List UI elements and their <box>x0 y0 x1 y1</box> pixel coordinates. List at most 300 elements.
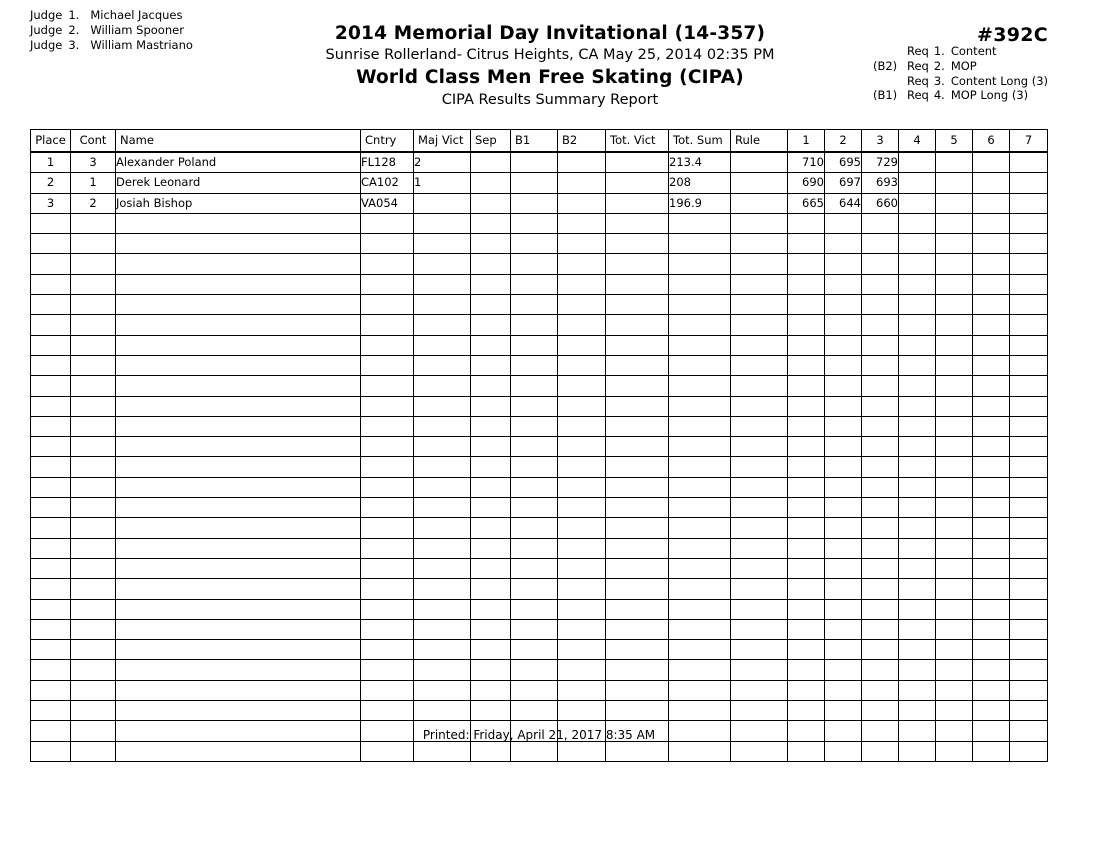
cell-j2: 695 <box>825 152 862 173</box>
cell-j1 <box>788 295 825 315</box>
cell-sep <box>471 619 511 639</box>
cell-j2 <box>825 498 862 518</box>
cell-rule <box>731 295 788 315</box>
cell-j6 <box>973 498 1010 518</box>
cell-maj_vict <box>414 355 471 375</box>
table-row <box>31 295 1048 315</box>
cell-tot_sum: 196.9 <box>669 193 731 213</box>
cell-j3 <box>862 741 899 761</box>
cell-maj_vict <box>414 660 471 680</box>
cell-name <box>116 234 361 254</box>
requirement-text: Content <box>950 44 997 58</box>
cell-b2 <box>558 213 606 233</box>
table-row <box>31 558 1048 578</box>
cell-tot_sum <box>669 477 731 497</box>
cell-name <box>116 355 361 375</box>
cell-cont <box>71 376 116 396</box>
cell-tot_vict <box>606 213 669 233</box>
cell-tot_vict <box>606 396 669 416</box>
cell-maj_vict <box>414 741 471 761</box>
cell-j2 <box>825 335 862 355</box>
table-row <box>31 660 1048 680</box>
requirement-index: 1. <box>933 44 945 58</box>
cell-j6 <box>973 538 1010 558</box>
requirement-text: MOP <box>950 58 977 73</box>
cell-tot_sum <box>669 254 731 274</box>
cell-cont <box>71 274 116 294</box>
cell-j4 <box>899 437 936 457</box>
cell-cont <box>71 579 116 599</box>
cell-place <box>31 295 71 315</box>
cell-tot_vict <box>606 640 669 660</box>
cell-cntry <box>361 335 414 355</box>
table-row <box>31 396 1048 416</box>
cell-j4 <box>899 457 936 477</box>
cell-maj_vict <box>414 558 471 578</box>
cell-cntry <box>361 660 414 680</box>
cell-j2 <box>825 518 862 538</box>
cell-tot_vict <box>606 701 669 721</box>
cell-sep <box>471 315 511 335</box>
cell-j7 <box>1010 234 1048 254</box>
cell-j7 <box>1010 741 1048 761</box>
cell-rule <box>731 498 788 518</box>
cell-j1 <box>788 213 825 233</box>
cell-j6 <box>973 376 1010 396</box>
cell-b2 <box>558 335 606 355</box>
cell-cntry <box>361 457 414 477</box>
cell-place <box>31 518 71 538</box>
cell-rule <box>731 335 788 355</box>
cell-tot_vict <box>606 355 669 375</box>
cell-j7 <box>1010 295 1048 315</box>
cell-j2 <box>825 274 862 294</box>
column-header-j5: 5 <box>936 130 973 153</box>
cell-j4 <box>899 416 936 436</box>
cell-place <box>31 254 71 274</box>
cell-name <box>116 477 361 497</box>
cell-j3 <box>862 355 899 375</box>
table-row <box>31 193 1048 213</box>
cell-rule <box>731 558 788 578</box>
cell-b2 <box>558 173 606 193</box>
cell-place <box>31 579 71 599</box>
cell-cntry <box>361 355 414 375</box>
cell-rule <box>731 640 788 660</box>
cell-name <box>116 701 361 721</box>
cell-cont <box>71 701 116 721</box>
cell-b1 <box>511 335 558 355</box>
cell-j2 <box>825 477 862 497</box>
cell-place: 1 <box>31 152 71 173</box>
cell-j4 <box>899 660 936 680</box>
cell-j3 <box>862 518 899 538</box>
cell-maj_vict <box>414 498 471 518</box>
cell-b2 <box>558 396 606 416</box>
cell-tot_sum <box>669 640 731 660</box>
cell-name <box>116 335 361 355</box>
cell-rule <box>731 213 788 233</box>
judge-index: 2. <box>68 23 80 38</box>
cell-name <box>116 680 361 700</box>
cell-rule <box>731 193 788 213</box>
cell-name <box>116 254 361 274</box>
cell-rule <box>731 396 788 416</box>
cell-cntry <box>361 396 414 416</box>
cell-j6 <box>973 193 1010 213</box>
cell-maj_vict <box>414 538 471 558</box>
judge-name: Michael Jacques <box>90 8 183 22</box>
cell-cont <box>71 457 116 477</box>
cell-j1 <box>788 254 825 274</box>
column-header-cntry: Cntry <box>361 130 414 153</box>
cell-cntry: CA102 <box>361 173 414 193</box>
cell-cntry <box>361 213 414 233</box>
cell-tot_sum <box>669 579 731 599</box>
cell-sep <box>471 660 511 680</box>
cell-j2 <box>825 213 862 233</box>
cell-j1 <box>788 416 825 436</box>
cell-j1 <box>788 640 825 660</box>
cell-maj_vict <box>414 416 471 436</box>
cell-j4 <box>899 335 936 355</box>
cell-sep <box>471 457 511 477</box>
cell-cntry <box>361 619 414 639</box>
cell-place <box>31 599 71 619</box>
cell-b1 <box>511 173 558 193</box>
table-row <box>31 701 1048 721</box>
cell-b2 <box>558 437 606 457</box>
printed-timestamp: Printed: Friday, April 21, 2017 8:35 AM <box>422 728 656 742</box>
cell-j1 <box>788 315 825 335</box>
cell-j4 <box>899 315 936 335</box>
cell-j2 <box>825 538 862 558</box>
cell-j4 <box>899 640 936 660</box>
cell-j3 <box>862 498 899 518</box>
cell-j7 <box>1010 274 1048 294</box>
cell-j3 <box>862 660 899 680</box>
column-header-tot_vict: Tot. Vict <box>606 130 669 153</box>
cell-name <box>116 741 361 761</box>
cell-j6 <box>973 234 1010 254</box>
competition-title: 2014 Memorial Day Invitational (14-357) <box>334 23 766 44</box>
cell-tot_vict <box>606 437 669 457</box>
cell-j5 <box>936 152 973 173</box>
cell-j5 <box>936 538 973 558</box>
cell-tot_sum <box>669 518 731 538</box>
cell-rule <box>731 437 788 457</box>
cell-tot_vict <box>606 619 669 639</box>
cell-j3 <box>862 234 899 254</box>
cell-b2 <box>558 477 606 497</box>
cell-tot_sum <box>669 599 731 619</box>
cell-tot_vict <box>606 295 669 315</box>
cell-name: Derek Leonard <box>116 173 361 193</box>
cell-place <box>31 660 71 680</box>
cell-sep <box>471 396 511 416</box>
cell-j6 <box>973 599 1010 619</box>
cell-b2 <box>558 498 606 518</box>
cell-cont <box>71 558 116 578</box>
cell-b1 <box>511 274 558 294</box>
cell-maj_vict <box>414 599 471 619</box>
cell-j4 <box>899 558 936 578</box>
entry-number: #392C <box>976 24 1048 46</box>
cell-tot_sum <box>669 416 731 436</box>
cell-j1 <box>788 579 825 599</box>
cell-j6 <box>973 173 1010 193</box>
cell-j5 <box>936 640 973 660</box>
table-row <box>31 457 1048 477</box>
cell-place: 2 <box>31 173 71 193</box>
cell-name: Josiah Bishop <box>116 193 361 213</box>
cell-j2 <box>825 234 862 254</box>
cell-sep <box>471 254 511 274</box>
cell-j2 <box>825 558 862 578</box>
cell-sep <box>471 376 511 396</box>
cell-j3 <box>862 579 899 599</box>
venue-and-datetime: Sunrise Rollerland- Citrus Heights, CA May 25, 2014 02:35 PM <box>325 47 775 63</box>
cell-b1 <box>511 477 558 497</box>
cell-j4 <box>899 396 936 416</box>
cell-b1 <box>511 498 558 518</box>
cell-j4 <box>899 274 936 294</box>
cell-cont <box>71 619 116 639</box>
cell-tot_sum <box>669 437 731 457</box>
cell-cntry <box>361 376 414 396</box>
cell-b1 <box>511 660 558 680</box>
cell-j7 <box>1010 173 1048 193</box>
cell-maj_vict <box>414 579 471 599</box>
cell-j6 <box>973 457 1010 477</box>
cell-place <box>31 416 71 436</box>
cell-j7 <box>1010 680 1048 700</box>
requirement-row <box>873 44 1048 59</box>
cell-j6 <box>973 416 1010 436</box>
cell-maj_vict <box>414 315 471 335</box>
cell-tot_vict <box>606 660 669 680</box>
cell-j6 <box>973 558 1010 578</box>
cell-j3: 660 <box>862 193 899 213</box>
cell-rule <box>731 152 788 173</box>
cell-place <box>31 274 71 294</box>
cell-b1 <box>511 213 558 233</box>
table-row <box>31 376 1048 396</box>
table-row <box>31 173 1048 193</box>
cell-place <box>31 640 71 660</box>
requirement-prefix: (B2) <box>872 58 898 73</box>
cell-j6 <box>973 660 1010 680</box>
cell-tot_sum <box>669 315 731 335</box>
cell-j5 <box>936 396 973 416</box>
cell-cont <box>71 741 116 761</box>
cell-j4 <box>899 538 936 558</box>
results-table <box>30 129 1048 762</box>
table-row <box>31 477 1048 497</box>
cell-place <box>31 437 71 457</box>
cell-cntry <box>361 234 414 254</box>
cell-name <box>116 295 361 315</box>
table-row <box>31 538 1048 558</box>
cell-name <box>116 518 361 538</box>
cell-rule <box>731 274 788 294</box>
cell-j4 <box>899 376 936 396</box>
cell-sep <box>471 558 511 578</box>
requirement-label: Req <box>906 58 929 73</box>
cell-cont <box>71 355 116 375</box>
cell-tot_sum <box>669 498 731 518</box>
cell-cont <box>71 437 116 457</box>
cell-b1 <box>511 254 558 274</box>
cell-j2: 644 <box>825 193 862 213</box>
cell-tot_vict <box>606 741 669 761</box>
cell-b2 <box>558 274 606 294</box>
requirement-text: MOP Long (3) <box>950 88 1029 103</box>
table-row <box>31 518 1048 538</box>
cell-b1 <box>511 640 558 660</box>
cell-maj_vict: 1 <box>414 173 471 193</box>
cell-j5 <box>936 701 973 721</box>
cell-tot_sum <box>669 701 731 721</box>
cell-b1 <box>511 234 558 254</box>
cell-j4 <box>899 619 936 639</box>
cell-j7 <box>1010 457 1048 477</box>
cell-j6 <box>973 680 1010 700</box>
cell-j6 <box>973 315 1010 335</box>
cell-sep <box>471 152 511 173</box>
requirement-label: Req <box>906 44 929 58</box>
judge-label: Judge <box>30 23 63 38</box>
cell-maj_vict <box>414 376 471 396</box>
cell-maj_vict <box>414 396 471 416</box>
cell-j4 <box>899 234 936 254</box>
cell-j2 <box>825 437 862 457</box>
cell-rule <box>731 701 788 721</box>
cell-maj_vict <box>414 193 471 213</box>
cell-b2 <box>558 152 606 173</box>
cell-sep <box>471 701 511 721</box>
cell-j2 <box>825 254 862 274</box>
cell-b1 <box>511 315 558 335</box>
cell-j5 <box>936 518 973 538</box>
cell-j6 <box>973 640 1010 660</box>
event-title: World Class Men Free Skating (CIPA) <box>356 67 744 88</box>
cell-rule <box>731 315 788 335</box>
cell-j5 <box>936 213 973 233</box>
cell-b2 <box>558 660 606 680</box>
cell-rule <box>731 660 788 680</box>
judge-label: Judge <box>30 8 63 22</box>
cell-b2 <box>558 518 606 538</box>
cell-j6 <box>973 579 1010 599</box>
cell-j4 <box>899 701 936 721</box>
cell-cntry <box>361 558 414 578</box>
cell-maj_vict <box>414 295 471 315</box>
cell-b2 <box>558 701 606 721</box>
column-header-rule: Rule <box>731 130 788 153</box>
cell-j5 <box>936 274 973 294</box>
cell-place <box>31 376 71 396</box>
cell-maj_vict <box>414 274 471 294</box>
judge-entry <box>30 38 193 53</box>
cell-cont <box>71 295 116 315</box>
cell-j3: 693 <box>862 173 899 193</box>
cell-name <box>116 498 361 518</box>
table-row <box>31 640 1048 660</box>
table-row <box>31 213 1048 233</box>
cell-j2 <box>825 660 862 680</box>
cell-name <box>116 599 361 619</box>
cell-cont <box>71 315 116 335</box>
cell-tot_vict <box>606 518 669 538</box>
cell-j7 <box>1010 660 1048 680</box>
cell-j1 <box>788 355 825 375</box>
judge-name: William Spooner <box>90 23 184 38</box>
requirement-row <box>873 74 1048 89</box>
cell-j4 <box>899 213 936 233</box>
cell-place <box>31 701 71 721</box>
cell-j7 <box>1010 437 1048 457</box>
cell-b2 <box>558 457 606 477</box>
cell-b1 <box>511 518 558 538</box>
cell-maj_vict <box>414 254 471 274</box>
cell-rule <box>731 538 788 558</box>
cell-cont <box>71 335 116 355</box>
cell-name <box>116 315 361 335</box>
cell-b1 <box>511 579 558 599</box>
cell-maj_vict <box>414 477 471 497</box>
cell-cont <box>71 254 116 274</box>
cell-place <box>31 680 71 700</box>
cell-j5 <box>936 680 973 700</box>
cell-j6 <box>973 274 1010 294</box>
cell-cntry <box>361 274 414 294</box>
cell-cont: 2 <box>71 193 116 213</box>
cell-j2 <box>825 376 862 396</box>
cell-j6 <box>973 213 1010 233</box>
requirements-list <box>873 44 1048 103</box>
cell-j1 <box>788 680 825 700</box>
judge-name: William Mastriano <box>90 38 193 53</box>
judge-index: 3. <box>68 38 80 53</box>
cell-j7 <box>1010 558 1048 578</box>
cell-j3 <box>862 254 899 274</box>
cell-b1 <box>511 416 558 436</box>
cell-j7 <box>1010 355 1048 375</box>
cell-cont <box>71 213 116 233</box>
cell-place <box>31 477 71 497</box>
table-row <box>31 274 1048 294</box>
cell-j2 <box>825 619 862 639</box>
table-row <box>31 315 1048 335</box>
cell-cont <box>71 680 116 700</box>
cell-b1 <box>511 437 558 457</box>
cell-sep <box>471 538 511 558</box>
cell-cont: 1 <box>71 173 116 193</box>
cell-j1 <box>788 558 825 578</box>
cell-tot_vict <box>606 538 669 558</box>
cell-sep <box>471 579 511 599</box>
cell-j5 <box>936 315 973 335</box>
judge-entry <box>30 23 193 38</box>
cell-cntry <box>361 295 414 315</box>
cell-maj_vict: 2 <box>414 152 471 173</box>
cell-sep <box>471 295 511 315</box>
table-row <box>31 416 1048 436</box>
cell-tot_sum <box>669 558 731 578</box>
cell-j1 <box>788 274 825 294</box>
cell-j3 <box>862 396 899 416</box>
